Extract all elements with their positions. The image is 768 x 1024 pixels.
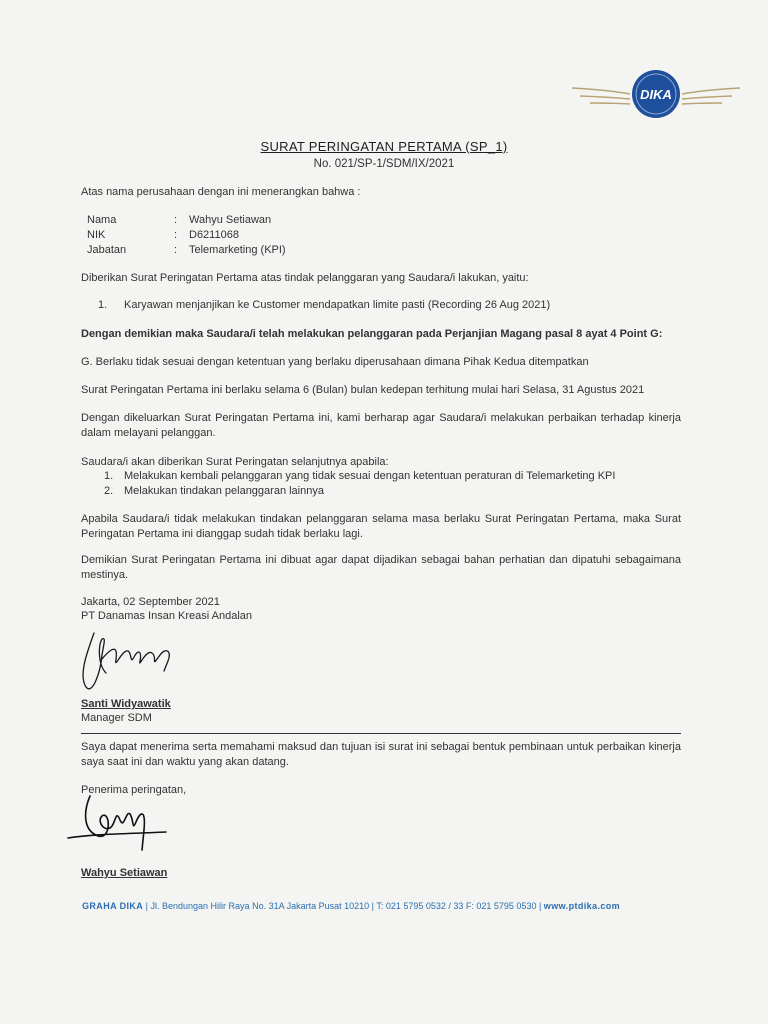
recipient-signature [62,790,172,860]
violation-number: 1. [98,299,108,311]
signer-title: Manager SDM [81,712,152,724]
field-value: D6211068 [189,229,239,241]
next-item-text: Melakukan tindakan pelanggaran lainnya [124,485,324,497]
next-item-number: 1. [104,470,114,482]
field-label: NIK [87,229,106,241]
field-label: Nama [87,214,117,226]
letter-title: SURAT PERINGATAN PERTAMA (SP_1) [260,139,508,154]
divider [81,733,681,734]
field-value: Telemarketing (KPI) [189,244,286,256]
point-g: G. Berlaku tidak sesuai dengan ketentuan yang berlaku diperusahaan dimana Pihak Kedua ditempatkan [81,356,589,368]
footer-address: | Jl. Bendungan Hilir Raya No. 31A Jakarta Pusat 10210 | T: 021 5795 0532 / 33 F: 021 5795 0530 | [143,901,544,911]
validity-text: Surat Peringatan Pertama ini berlaku selama 6 (Bulan) bulan kedepan terhitung mulai hari Selasa, 31 Agustus 2021 [81,384,645,396]
violation-intro: Diberikan Surat Peringatan Pertama atas tindak pelanggaran yang Saudara/i lakukan, yaitu: [81,272,529,284]
acknowledgement: Saya dapat menerima serta memahami maksud dan tujuan isi surat ini sebagai bentuk pembinaan untuk perbaikan kinerja saya saat ini dan waktu yang akan datang. [81,741,681,768]
footer-website[interactable]: www.ptdika.com [543,901,621,911]
next-intro: Saudara/i akan diberikan Surat Peringatan selanjutnya apabila: [81,456,389,468]
recipient-name: Wahyu Setiawan [81,867,168,879]
next-item-text: Melakukan kembali pelanggaran yang tidak sesuai dengan ketentuan peraturan di Telemarketing KPI [124,470,616,482]
hope-paragraph: Dengan dikeluarkan Surat Peringatan Pertama ini, kami berharap agar Saudara/i melakukan perbaikan terhadap kinerja dalam melayani pelanggan. [81,412,681,439]
field-sep: : [174,229,178,241]
signer-name: Santi Widyawatik [81,698,171,710]
footer-brand: GRAHA DIKA [82,901,144,911]
logo-text: DIKA [640,87,672,102]
recipient-label: Penerima peringatan, [81,784,187,796]
place-date: Jakarta, 02 September 2021 [81,596,220,608]
field-value: Wahyu Setiawan [189,214,272,226]
company-logo [568,66,744,126]
company-name: PT Danamas Insan Kreasi Andalan [81,610,253,622]
bold-statement: Dengan demikian maka Saudara/i telah melakukan pelanggaran pada Perjanjian Magang pasal 8 ayat 4 Point G: [81,328,663,340]
closing-paragraph: Demikian Surat Peringatan Pertama ini dibuat agar dapat dijadikan sebagai bahan perhatian dan dipatuhi sebagaimana mestinya. [81,554,681,581]
violation-text: Karyawan menjanjikan ke Customer mendapatkan limite pasti (Recording 26 Aug 2021) [124,299,551,311]
letter-number: No. 021/SP-1/SDM/IX/2021 [313,158,455,170]
intro-text: Atas nama perusahaan dengan ini menerangkan bahwa : [81,186,361,198]
next-item-number: 2. [104,485,114,497]
letter-footer [82,901,620,911]
field-sep: : [174,214,178,226]
field-sep: : [174,244,178,256]
void-clause: Apabila Saudara/i tidak melakukan tindakan pelanggaran selama masa berlaku Surat Peringatan Pertama, maka Surat Peringatan Pertama ini dianggap sudah tidak berlaku lagi. [81,513,681,540]
field-label: Jabatan [87,244,127,256]
manager-signature [72,625,182,695]
